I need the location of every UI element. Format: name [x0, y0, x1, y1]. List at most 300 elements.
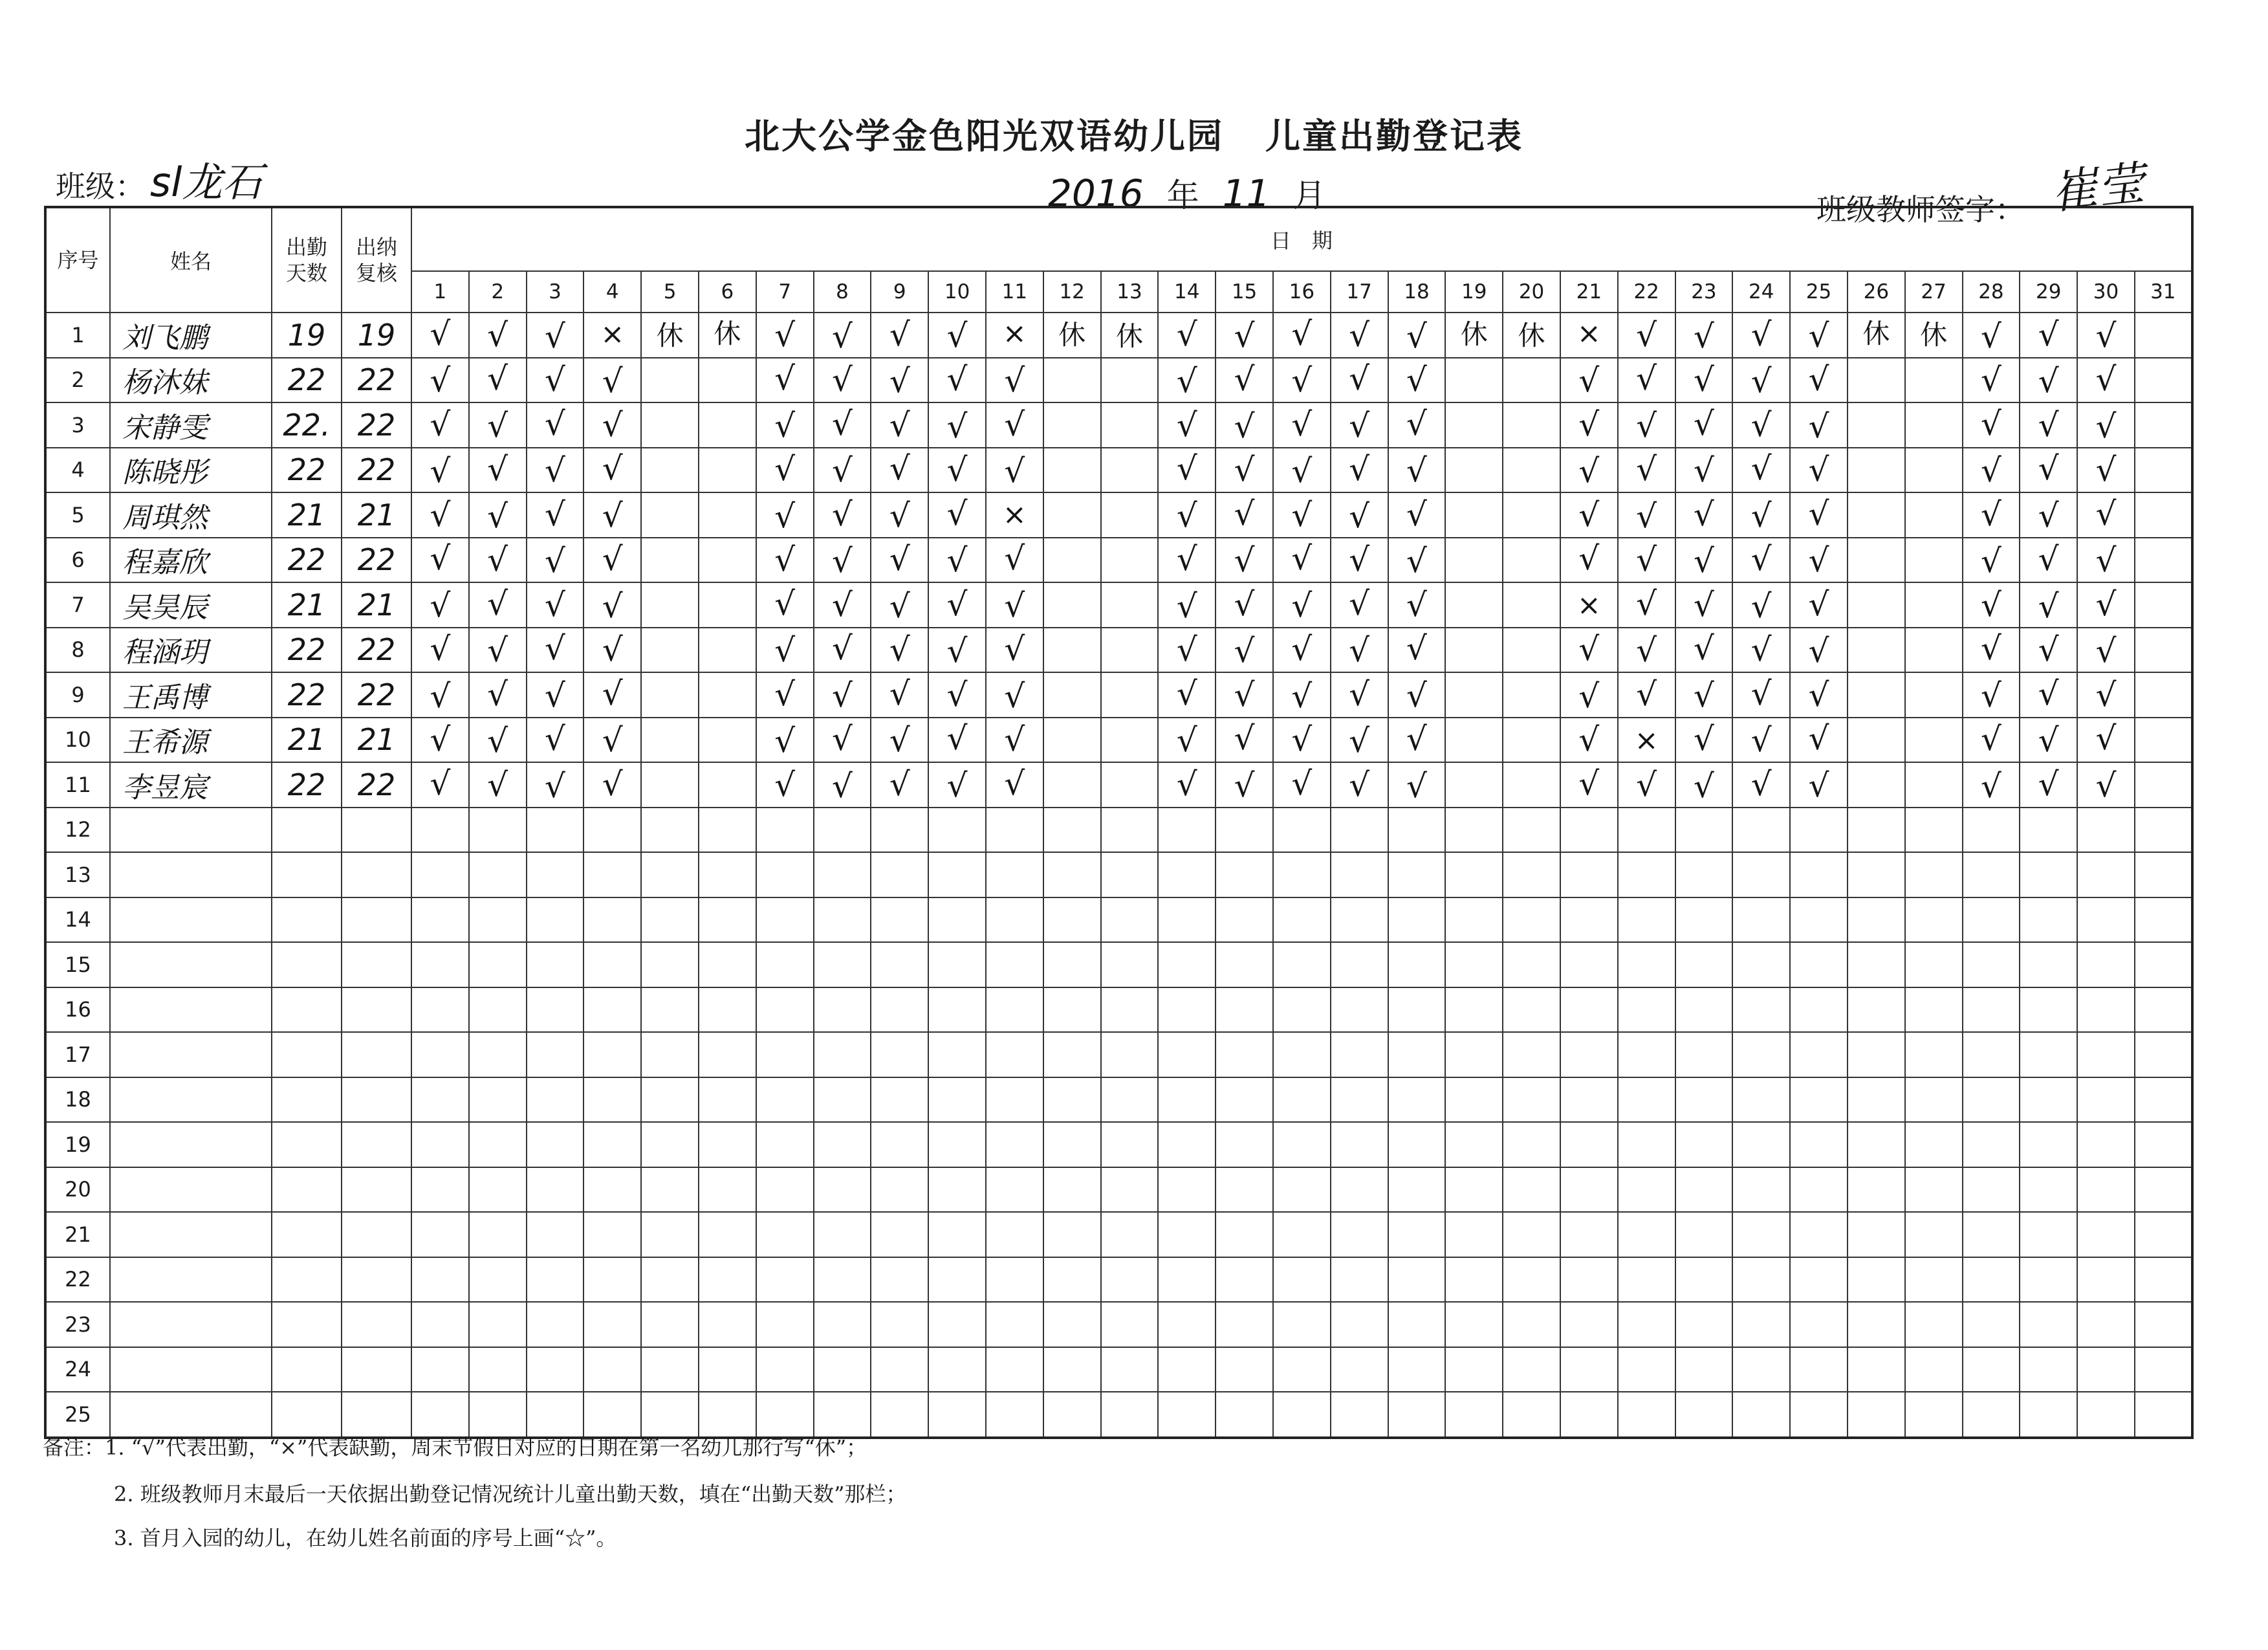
- attendance-cell: [1158, 808, 1216, 853]
- attendance-cell: [1101, 448, 1159, 493]
- attendance-cell: [2135, 313, 2192, 358]
- day-header-15: 15: [1216, 271, 1273, 313]
- attendance-cell: [1732, 1167, 1790, 1213]
- attendance-cell: [641, 1032, 699, 1077]
- attendance-cell: [2135, 1212, 2192, 1257]
- attendance-cell: [1732, 1302, 1790, 1347]
- attendance-cell: √: [1732, 584, 1790, 629]
- attendance-cell: [1963, 1347, 2020, 1392]
- row-seq: 15: [45, 942, 110, 987]
- attendance-cell: [1503, 672, 1560, 718]
- attendance-cell: 休: [641, 313, 699, 358]
- attendance-cell: √: [1158, 762, 1216, 807]
- attendance-cell: √: [583, 402, 641, 448]
- attendance-cell: √: [986, 627, 1043, 672]
- attendance-cell: √: [1675, 448, 1733, 494]
- attendance-cell: [1445, 1302, 1503, 1347]
- attendance-cell: [1445, 808, 1503, 853]
- attendance-cell: [583, 1167, 641, 1213]
- child-name: [110, 897, 272, 943]
- day-header-13: 13: [1101, 271, 1159, 313]
- attendance-cell: [527, 852, 584, 897]
- attendance-cell: [814, 1302, 871, 1347]
- attendance-cell: [1848, 402, 1905, 448]
- attendance-cell: [2077, 1122, 2135, 1167]
- attendance-cell: [699, 358, 756, 403]
- attendance-cell: √: [411, 536, 469, 582]
- attendance-cell: [411, 1077, 469, 1123]
- attendance-cell: [1905, 808, 1963, 853]
- attendance-cell: [928, 1212, 986, 1257]
- year-unit: 年: [1166, 177, 1199, 214]
- attendance-cell: √: [1675, 717, 1733, 762]
- child-name: 王希源: [110, 718, 272, 763]
- attendance-cell: 休: [1445, 312, 1503, 357]
- row-seq: 8: [45, 628, 110, 673]
- attendance-cell: [1905, 987, 1963, 1033]
- attendance-cell: [1445, 1167, 1503, 1213]
- attendance-cell: [1503, 358, 1560, 403]
- attendance-cell: [469, 1302, 527, 1347]
- attendance-cell: ×: [1560, 583, 1618, 628]
- attendance-cell: √: [2077, 538, 2135, 584]
- attendance-cell: √: [871, 493, 928, 538]
- attendance-cell: [1503, 1392, 1560, 1438]
- attendance-cell: √: [1273, 627, 1331, 672]
- attendance-cell: [1043, 358, 1101, 403]
- attendance-cell: [1848, 942, 1905, 987]
- attendance-cell: [1848, 1392, 1905, 1438]
- attendance-cell: [1331, 1257, 1388, 1303]
- note-1: 备注：1. “√”代表出勤，“×”代表缺勤，周末节假日对应的日期在第一名幼儿那行写“休”；: [43, 1435, 867, 1460]
- attendance-cell: [1675, 1122, 1733, 1167]
- attendance-cell: [1101, 808, 1159, 853]
- attendance-cell: [699, 852, 756, 897]
- row-seq: 7: [45, 582, 110, 628]
- attendance-cell: [699, 582, 756, 628]
- attendance-cell: [986, 1122, 1043, 1167]
- attendance-cell: [2135, 1122, 2192, 1167]
- header-attend-days: 出勤 天数: [272, 207, 342, 313]
- attendance-cell: √: [814, 626, 871, 672]
- attendance-cell: √: [1331, 313, 1388, 358]
- attendance-cell: [871, 1392, 928, 1438]
- attendance-cell: √: [1158, 493, 1216, 538]
- attendance-cell: [986, 897, 1043, 943]
- day-header-23: 23: [1675, 271, 1733, 313]
- attendance-cell: [1618, 1212, 1675, 1257]
- day-header-16: 16: [1273, 271, 1331, 313]
- attendance-cell: [1848, 1302, 1905, 1347]
- review-cell: [342, 1122, 411, 1167]
- attendance-cell: [814, 987, 871, 1033]
- attendance-cell: [1503, 1167, 1560, 1213]
- table-row: [45, 718, 2192, 763]
- attendance-cell: [2077, 1392, 2135, 1438]
- attendance-cell: [1158, 987, 1216, 1033]
- attendance-cell: [1503, 1302, 1560, 1347]
- attendance-cell: [1848, 672, 1905, 718]
- attendance-cell: [1732, 852, 1790, 897]
- attendance-cell: √: [1331, 357, 1388, 402]
- attendance-cell: [1618, 897, 1675, 943]
- attendance-cell: [2135, 1032, 2192, 1077]
- table-row: [45, 808, 2192, 853]
- attendance-cell: [1560, 852, 1618, 897]
- attendance-cell: [1503, 808, 1560, 853]
- attendance-cell: √: [1273, 718, 1331, 763]
- child-name: 程嘉欣: [110, 538, 272, 583]
- table-row: [45, 672, 2192, 718]
- attendance-cell: [411, 1347, 469, 1392]
- attendance-cell: [1848, 987, 1905, 1033]
- row-seq: 19: [45, 1122, 110, 1167]
- attendance-cell: [469, 1347, 527, 1392]
- row-seq: 6: [45, 538, 110, 583]
- attendance-cell: [1503, 762, 1560, 808]
- attendance-cell: [1101, 358, 1159, 403]
- attendance-cell: [986, 852, 1043, 897]
- attendance-cell: √: [986, 536, 1043, 582]
- attendance-cell: [1905, 672, 1963, 718]
- attendance-cell: 休: [1101, 314, 1159, 359]
- review-cell: [342, 1167, 411, 1213]
- attendance-cell: [583, 1257, 641, 1303]
- attendance-cell: [1503, 402, 1560, 448]
- attendance-cell: √: [1331, 628, 1388, 674]
- attendance-cell: [641, 1302, 699, 1347]
- attendance-cell: [1503, 1347, 1560, 1392]
- attendance-cell: [1732, 1257, 1790, 1303]
- attendance-cell: [641, 492, 699, 538]
- attendance-cell: [1043, 538, 1101, 583]
- attend-days-cell: 22: [272, 628, 342, 673]
- attendance-cell: √: [2020, 628, 2077, 673]
- attendance-cell: [2135, 987, 2192, 1033]
- day-header-24: 24: [1732, 271, 1790, 313]
- attendance-cell: √: [1560, 402, 1618, 447]
- attendance-cell: √: [411, 449, 469, 494]
- attendance-cell: √: [1790, 448, 1848, 493]
- attendance-cell: [1848, 718, 1905, 763]
- table-row: [45, 492, 2192, 538]
- attendance-cell: [1445, 402, 1503, 448]
- attendance-cell: [1043, 1257, 1101, 1303]
- attendance-cell: √: [411, 718, 469, 763]
- attendance-cell: [1043, 897, 1101, 943]
- attendance-cell: √: [411, 311, 469, 357]
- attendance-cell: √: [928, 629, 986, 674]
- attendance-cell: √: [1790, 538, 1848, 584]
- attendance-cell: [1790, 852, 1848, 897]
- attendance-cell: [699, 1032, 756, 1077]
- table-row: [45, 582, 2192, 628]
- day-header-11: 11: [986, 271, 1043, 313]
- attendance-cell: [1388, 1392, 1446, 1438]
- attendance-cell: [1273, 897, 1331, 943]
- attendance-cell: [1848, 897, 1905, 943]
- attendance-cell: √: [1732, 537, 1790, 582]
- attendance-cell: √: [2077, 672, 2135, 718]
- attendance-cell: [1732, 1032, 1790, 1077]
- attendance-cell: √: [1388, 448, 1446, 494]
- attendance-cell: [699, 628, 756, 673]
- attendance-cell: [1101, 942, 1159, 987]
- review-cell: [342, 1212, 411, 1257]
- attendance-cell: √: [2020, 312, 2077, 357]
- attendance-cell: [1503, 538, 1560, 583]
- attendance-cell: ×: [583, 312, 641, 357]
- attendance-cell: 休: [699, 311, 756, 357]
- attendance-cell: [1905, 1122, 1963, 1167]
- table-row: [45, 448, 2192, 493]
- attendance-cell: [1963, 987, 2020, 1033]
- attendance-cell: [814, 1032, 871, 1077]
- attendance-cell: [583, 1347, 641, 1392]
- attendance-cell: [1503, 987, 1560, 1033]
- attendance-cell: [583, 852, 641, 897]
- attendance-cell: [1273, 1167, 1331, 1213]
- attendance-cell: √: [1618, 581, 1675, 626]
- attendance-cell: [1445, 538, 1503, 583]
- attendance-cell: [1675, 1392, 1733, 1438]
- attendance-cell: [2077, 1257, 2135, 1303]
- attendance-cell: [1043, 762, 1101, 808]
- attendance-cell: √: [1388, 492, 1446, 537]
- attendance-cell: [2077, 1167, 2135, 1213]
- attendance-cell: [527, 897, 584, 943]
- attendance-cell: [1732, 808, 1790, 853]
- attendance-cell: [1273, 1347, 1331, 1392]
- review-cell: 22: [342, 358, 411, 403]
- attendance-cell: [2020, 987, 2077, 1033]
- attendance-cell: √: [1158, 359, 1216, 404]
- attendance-cell: √: [1560, 627, 1618, 672]
- attendance-cell: √: [756, 538, 814, 583]
- attendance-cell: √: [871, 762, 928, 807]
- attendance-cell: √: [1216, 582, 1273, 627]
- attendance-cell: [1675, 897, 1733, 943]
- table-row: [45, 762, 2192, 808]
- attendance-cell: [1331, 1122, 1388, 1167]
- attendance-cell: √: [2020, 493, 2077, 538]
- attendance-cell: [1273, 1032, 1331, 1077]
- attendance-cell: √: [986, 718, 1043, 763]
- attendance-cell: [1445, 1122, 1503, 1167]
- row-seq: 1: [45, 313, 110, 358]
- attendance-cell: [1388, 987, 1446, 1033]
- attendance-cell: [469, 808, 527, 853]
- attendance-cell: [928, 1302, 986, 1347]
- attendance-cell: [1790, 987, 1848, 1033]
- attendance-cell: √: [1675, 492, 1733, 537]
- attendance-cell: [411, 1122, 469, 1167]
- attendance-cell: √: [1216, 357, 1273, 402]
- attendance-cell: [1216, 1257, 1273, 1303]
- attendance-cell: [411, 852, 469, 897]
- child-name: [110, 987, 272, 1033]
- attendance-cell: [641, 987, 699, 1033]
- row-seq: 17: [45, 1032, 110, 1077]
- attendance-cell: [1101, 987, 1159, 1033]
- attendance-cell: [814, 1347, 871, 1392]
- attendance-cell: [814, 1257, 871, 1303]
- attendance-cell: √: [1216, 538, 1273, 584]
- attendance-cell: [1618, 852, 1675, 897]
- attendance-cell: [1445, 1257, 1503, 1303]
- attendance-cell: √: [1331, 538, 1388, 583]
- child-name: [110, 942, 272, 987]
- attendance-cell: [641, 1257, 699, 1303]
- attendance-cell: [1445, 1347, 1503, 1392]
- class-label: 班级：: [56, 169, 145, 204]
- attendance-cell: [1560, 1212, 1618, 1257]
- attendance-cell: [814, 1167, 871, 1213]
- attendance-cell: [583, 897, 641, 943]
- attendance-cell: [2020, 1032, 2077, 1077]
- attendance-cell: [1043, 1302, 1101, 1347]
- attendance-cell: [1848, 852, 1905, 897]
- attendance-cell: [871, 1212, 928, 1257]
- attendance-cell: [1963, 852, 2020, 897]
- attendance-cell: [583, 1302, 641, 1347]
- attendance-cell: √: [986, 583, 1043, 628]
- child-name: [110, 1122, 272, 1167]
- attendance-cell: √: [1732, 493, 1790, 538]
- attendance-cell: [527, 1302, 584, 1347]
- attendance-cell: [1905, 942, 1963, 987]
- attendance-cell: √: [928, 357, 986, 402]
- attendance-cell: [986, 1032, 1043, 1077]
- attendance-cell: √: [527, 314, 584, 359]
- attendance-cell: [1216, 1122, 1273, 1167]
- attendance-cell: √: [469, 313, 527, 358]
- table-row: [45, 942, 2192, 987]
- table-row: [45, 1392, 2192, 1438]
- attendance-cell: [1503, 942, 1560, 987]
- attendance-cell: [928, 942, 986, 987]
- attendance-cell: [2077, 1302, 2135, 1347]
- attendance-cell: [411, 1302, 469, 1347]
- attendance-cell: √: [1560, 718, 1618, 763]
- attendance-cell: [1445, 942, 1503, 987]
- attendance-cell: √: [527, 492, 584, 537]
- attendance-cell: [1388, 1122, 1446, 1167]
- attendance-cell: √: [411, 492, 469, 538]
- attendance-cell: [1043, 808, 1101, 853]
- attendance-cell: [2135, 1392, 2192, 1438]
- table-row: [45, 1032, 2192, 1077]
- attendance-cell: √: [928, 491, 986, 536]
- attendance-cell: [928, 1032, 986, 1077]
- attendance-cell: ×: [986, 311, 1043, 357]
- attendance-cell: [1331, 1167, 1388, 1213]
- child-name: 程涵玥: [110, 628, 272, 673]
- attendance-cell: [756, 1122, 814, 1167]
- attendance-cell: [1043, 402, 1101, 448]
- attendance-cell: √: [411, 402, 469, 447]
- attendance-cell: [469, 1077, 527, 1123]
- attendance-cell: [1732, 1347, 1790, 1392]
- attendance-cell: [1445, 1212, 1503, 1257]
- attendance-cell: 休: [1905, 313, 1963, 358]
- attendance-cell: √: [928, 763, 986, 808]
- class-value: sl龙石: [150, 159, 263, 206]
- attend-days-cell: [272, 808, 342, 853]
- attendance-cell: √: [1331, 403, 1388, 448]
- attendance-cell: [699, 1302, 756, 1347]
- attendance-cell: √: [814, 314, 871, 359]
- attendance-cell: [1216, 1347, 1273, 1392]
- attendance-cell: √: [814, 492, 871, 537]
- attendance-cell: √: [2077, 357, 2135, 402]
- attendance-cell: [1560, 1122, 1618, 1167]
- attendance-cell: [699, 538, 756, 583]
- attendance-cell: √: [1388, 539, 1446, 584]
- child-name: [110, 1347, 272, 1392]
- attendance-cell: √: [1216, 313, 1273, 358]
- attendance-cell: [2020, 897, 2077, 943]
- attendance-cell: [1905, 402, 1963, 448]
- review-cell: 21: [342, 492, 411, 538]
- attendance-cell: √: [814, 582, 871, 628]
- attendance-cell: √: [469, 628, 527, 674]
- attendance-cell: √: [871, 312, 928, 357]
- attendance-cell: √: [1675, 314, 1733, 359]
- attendance-cell: √: [1158, 671, 1216, 716]
- attendance-cell: [1675, 1167, 1733, 1213]
- attendance-cell: [641, 672, 699, 718]
- attendance-cell: ×: [1618, 719, 1675, 764]
- attendance-cell: [1905, 1077, 1963, 1123]
- child-name: 王禹博: [110, 672, 272, 718]
- attendance-cell: [2077, 1212, 2135, 1257]
- attendance-cell: √: [2020, 718, 2077, 764]
- attendance-cell: √: [1273, 402, 1331, 447]
- attendance-cell: √: [527, 539, 584, 584]
- attendance-cell: √: [756, 357, 814, 402]
- attendance-cell: [1848, 628, 1905, 673]
- attendance-cell: [1101, 1392, 1159, 1438]
- review-cell: 21: [342, 582, 411, 628]
- attendance-cell: √: [2077, 491, 2135, 536]
- attend-days-cell: [272, 1257, 342, 1303]
- attendance-cell: [1963, 1257, 2020, 1303]
- attendance-cell: [641, 852, 699, 897]
- attendance-cell: [1503, 448, 1560, 493]
- attendance-cell: [1675, 808, 1733, 853]
- attendance-cell: [1445, 718, 1503, 763]
- attendance-cell: [1331, 852, 1388, 897]
- attendance-cell: [469, 897, 527, 943]
- row-seq: 2: [45, 358, 110, 403]
- review-cell: [342, 942, 411, 987]
- attendance-cell: [1618, 1077, 1675, 1123]
- attendance-cell: [1560, 1392, 1618, 1438]
- attendance-cell: [699, 448, 756, 493]
- row-seq: 18: [45, 1077, 110, 1123]
- attendance-cell: [1905, 897, 1963, 943]
- attendance-cell: √: [1158, 312, 1216, 357]
- attendance-cell: [1848, 448, 1905, 493]
- attendance-cell: [2077, 897, 2135, 943]
- attendance-cell: [2020, 1392, 2077, 1438]
- attendance-cell: [1101, 852, 1159, 897]
- attendance-cell: [641, 762, 699, 808]
- row-seq: 21: [45, 1212, 110, 1257]
- attendance-cell: [1848, 1257, 1905, 1303]
- attendance-cell: [2135, 1302, 2192, 1347]
